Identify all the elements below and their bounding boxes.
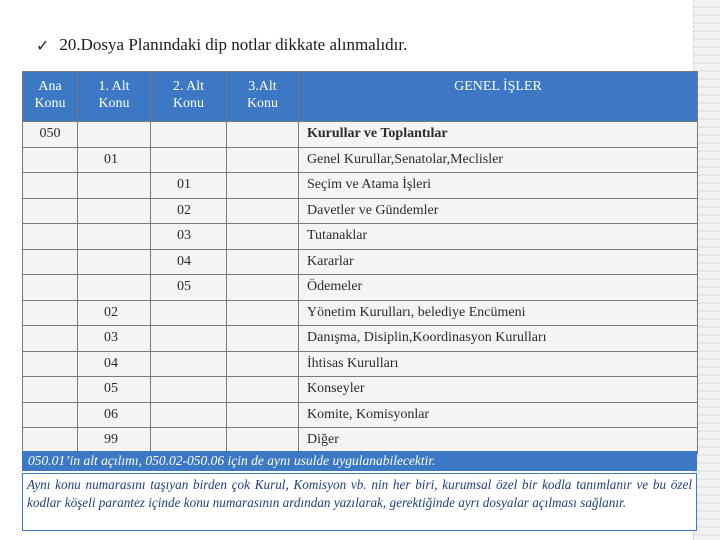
row-code-cell: [151, 402, 227, 428]
row-code-cell: 04: [78, 351, 151, 377]
row-code-cell: 01: [78, 147, 151, 173]
table-header-row: [23, 72, 698, 122]
row-code-cell: [23, 300, 78, 326]
row-title-cell: Davetler ve Gündemler: [299, 198, 698, 224]
table-row: [23, 173, 698, 199]
table-row: [23, 224, 698, 250]
row-code-cell: [227, 377, 299, 403]
row-title-cell: Kurullar ve Toplantılar: [299, 122, 698, 148]
table-row: [23, 275, 698, 301]
row-code-cell: [78, 249, 151, 275]
row-code-cell: [23, 173, 78, 199]
row-code-cell: [227, 326, 299, 352]
row-code-cell: [78, 122, 151, 148]
row-code-cell: 03: [78, 326, 151, 352]
table-row: [23, 300, 698, 326]
row-code-cell: [151, 428, 227, 454]
row-code-cell: [227, 402, 299, 428]
row-title-cell: Komite, Komisyonlar: [299, 402, 698, 428]
row-code-cell: 050: [23, 122, 78, 148]
column-header: 1. Alt Konu: [78, 72, 151, 122]
table-row: [23, 326, 698, 352]
row-code-cell: 05: [151, 275, 227, 301]
row-code-cell: 06: [78, 402, 151, 428]
row-code-cell: [151, 300, 227, 326]
table-row: [23, 249, 698, 275]
file-plan-table: [22, 71, 698, 454]
row-code-cell: [23, 326, 78, 352]
row-code-cell: 03: [151, 224, 227, 250]
table-row: [23, 351, 698, 377]
row-code-cell: 02: [78, 300, 151, 326]
table-row: [23, 402, 698, 428]
row-title-cell: Seçim ve Atama İşleri: [299, 173, 698, 199]
row-code-cell: [23, 428, 78, 454]
row-code-cell: [227, 300, 299, 326]
row-code-cell: [227, 428, 299, 454]
row-code-cell: [23, 377, 78, 403]
row-code-cell: [23, 198, 78, 224]
footnote-2: Aynı konu numarasını taşıyan birden çok Kurul, Komisyon vb. nin her biri, kurumsal özel bir kodla tanımlanır ve bu özel kodlar köşeli parantez içinde konu numarasının ardından yazılarak, gerektiğinde ayrı dosyalar açılması sağlanır.: [22, 473, 697, 531]
column-header: 3.Alt Konu: [227, 72, 299, 122]
row-code-cell: 01: [151, 173, 227, 199]
row-code-cell: [78, 275, 151, 301]
row-code-cell: [151, 147, 227, 173]
row-code-cell: [227, 147, 299, 173]
row-code-cell: [227, 351, 299, 377]
column-header: 2. Alt Konu: [151, 72, 227, 122]
table-row: [23, 377, 698, 403]
row-code-cell: [151, 351, 227, 377]
row-title-cell: Kararlar: [299, 249, 698, 275]
row-code-cell: [151, 377, 227, 403]
row-code-cell: 99: [78, 428, 151, 454]
table-row: [23, 428, 698, 454]
row-code-cell: [23, 275, 78, 301]
checkmark-icon: ✓: [36, 35, 50, 55]
row-title-cell: Tutanaklar: [299, 224, 698, 250]
row-code-cell: [151, 122, 227, 148]
row-title-cell: Konseyler: [299, 377, 698, 403]
row-title-cell: Diğer: [299, 428, 698, 454]
row-title-cell: Danışma, Disiplin,Koordinasyon Kurulları: [299, 326, 698, 352]
column-header: GENEL İŞLER: [299, 72, 698, 122]
row-code-cell: [78, 173, 151, 199]
table-row: [23, 198, 698, 224]
row-code-cell: [78, 224, 151, 250]
row-code-cell: [78, 198, 151, 224]
row-code-cell: 02: [151, 198, 227, 224]
row-code-cell: 05: [78, 377, 151, 403]
row-code-cell: [23, 402, 78, 428]
row-title-cell: Yönetim Kurulları, belediye Encümeni: [299, 300, 698, 326]
row-title-cell: Ödemeler: [299, 275, 698, 301]
row-code-cell: [23, 351, 78, 377]
row-code-cell: [227, 275, 299, 301]
header-text: 20.Dosya Planındaki dip notlar dikkate alınmalıdır.: [59, 35, 408, 54]
footnote-1: 050.01’in alt açılımı, 050.02-050.06 için de aynı usulde uygulanabilecektir.: [22, 451, 697, 471]
row-code-cell: [227, 249, 299, 275]
row-code-cell: [227, 198, 299, 224]
column-header: Ana Konu: [23, 72, 78, 122]
row-title-cell: İhtisas Kurulları: [299, 351, 698, 377]
row-code-cell: [23, 249, 78, 275]
row-code-cell: [227, 173, 299, 199]
slide-header: [36, 33, 407, 57]
row-code-cell: [151, 326, 227, 352]
row-title-cell: Genel Kurullar,Senatolar,Meclisler: [299, 147, 698, 173]
table-row: [23, 147, 698, 173]
row-code-cell: 04: [151, 249, 227, 275]
table-row: [23, 122, 698, 148]
row-code-cell: [227, 122, 299, 148]
row-code-cell: [23, 224, 78, 250]
row-code-cell: [227, 224, 299, 250]
row-code-cell: [23, 147, 78, 173]
